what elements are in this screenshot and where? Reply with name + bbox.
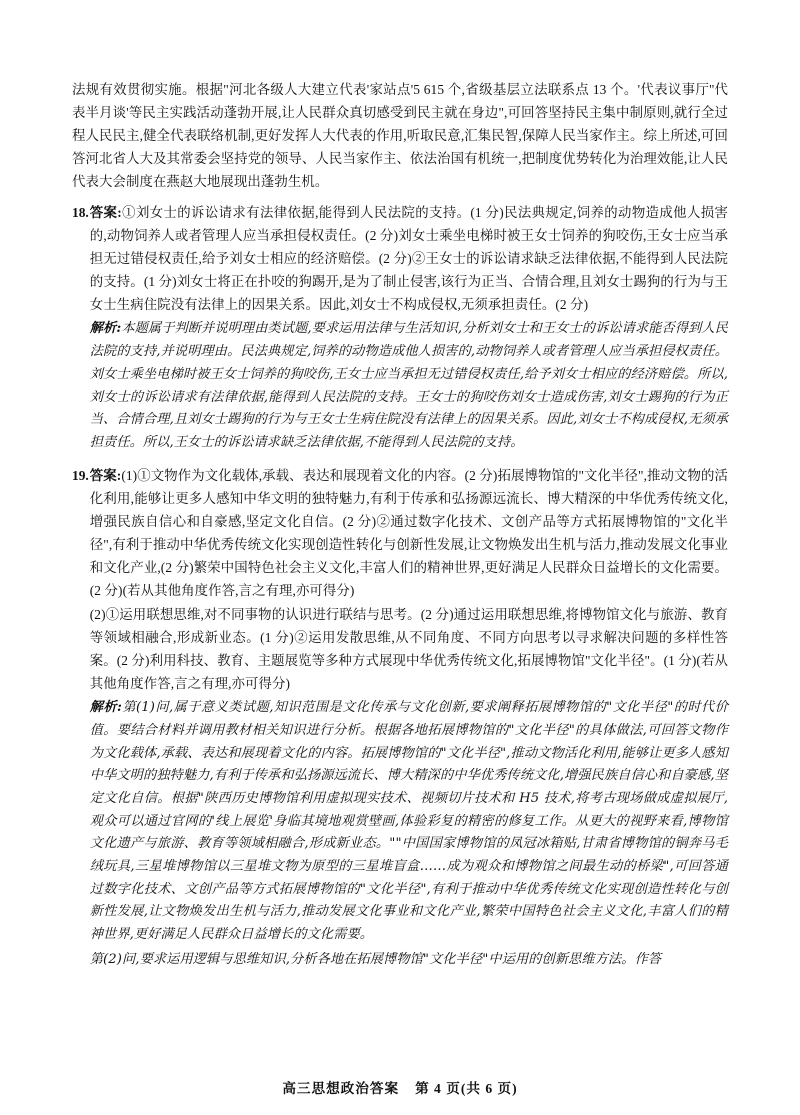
question-19-analysis-part-1 xyxy=(90,697,728,947)
question-19-answer-text-1: (1)①文物作为文化载体,承载、表达和展现着文化的内容。(2 分)拓展博物馆的"文化半径",推动文物的活化利用,能够让更多人感知中华文明的独特魅力,有利于传承和弘扬源远流长、博大精深的中华优秀传统文化,增强民族自信心和自豪感,坚定文化自信。(2 分)②通过数字化技术、文创产品等方式拓展博物馆的"文化半径",有利于推动中华优秀传统文化实现创造性转化与创新性发展,让文物焕发出生机与活力,推动发展文化事业和文化产业,(2 分)繁荣中国特色社会主义文化,丰富人们的精神世界,更好满足人民群众日益增长的文化需要。(2 分)(若从其他角度作答,言之有理,亦可得分) xyxy=(89,467,728,598)
question-19 xyxy=(72,464,728,973)
footer-page-number: 第 4 页(共 6 页) xyxy=(415,1081,518,1096)
question-19-answer-part-1 xyxy=(90,464,728,602)
question-19-number: 19. xyxy=(72,467,89,483)
question-18-number: 18. xyxy=(72,205,89,221)
question-18 xyxy=(72,201,728,455)
top-paragraph-block xyxy=(72,78,728,193)
question-19-answer-label: 答案: xyxy=(89,467,122,483)
question-18-analysis xyxy=(90,318,728,454)
top-paragraph: 法规有效贯彻实施。根据"河北各级人大建立代表'家站点'5 615 个,省级基层立法联系点 13 个。'代表议事厅''代表半月谈'等民主实践活动蓬勃开展,让人民群众真切感受到民主就在身边",可回答坚持民主集中制原则,就行全过程人民民主,健全代表联络机制,更好发挥人大代表的作用,听取民意,汇集民智,保障人民当家作主。综上所述,可回答河北省人大及其常委会坚持党的领导、人民当家作主、依法治国有机统一,把制度优势转化为治理效能,让人民代表大会制度在燕赵大地展现出蓬勃生机。 xyxy=(72,82,728,190)
page-footer xyxy=(0,1077,800,1097)
question-19-analysis-part-2: 第(2)问,要求运用逻辑与思维知识,分析各地在拓展博物馆"文化半径"中运用的创新思维方法。作答 xyxy=(89,951,662,967)
question-18-answer-label: 答案: xyxy=(89,205,122,221)
question-19-analysis-text-1: 第(1)问,属于意义类试题,知识范围是文化传承与文化创新,要求阐释拓展博物馆的"文化半径"的时代价值。要结合材料并调用教材相关知识进行分析。根据各地拓展博物馆的"文化半径"的具体做法,可回答文物作为文化载体,承载、表达和展现着文化的内容。拓展博物馆的"文化半径",推动文物活化利用,能够让更多人感知中华文明的独特魅力,有利于传承和弘扬源远流长、博大精深的中华优秀传统文化,增强民族自信心和自豪感,坚定文化自信。根据"陕西历史博物馆利用虚拟现实技术、视频切片技术和 H5 技术,将考古现场做成虚拟展厅,观众可以通过官网的'线上展览'身临其境地观赏壁画,体验彩复的精密的修复工作。从更大的视野来看,博物馆文化遗产与旅游、教育等领域相融合,形成新业态。""中国国家博物馆的凤冠冰箱贴,甘肃省博物馆的铜奔马毛绒玩具,三星堆博物馆以三星堆文物为原型的三星堆盲盒……成为观众和博物馆之间最生动的桥梁",可回答通过数字化技术、文创产品等方式拓展博物馆的"文化半径",有利于推动中华优秀传统文化实现创造性转化与创新性发展,让文物焕发出生机与活力,推动发展文化事业和文化产业,繁荣中国特色社会主义文化,丰富人们的精神世界,更好满足人民群众日益增长的文化需要。 xyxy=(89,700,728,943)
question-18-answer xyxy=(90,201,728,316)
question-19-analysis-label: 解析: xyxy=(89,700,123,716)
question-18-answer-text: ①刘女士的诉讼请求有法律依据,能得到人民法院的支持。(1 分)民法典规定,饲养的动物造成他人损害的,动物饲养人或者管理人应当承担侵权责任。(2 分)刘女士乘坐电梯时被王女士饲养的狗咬伤,王女士应当承担无过错侵权责任,给予刘女士相应的经济赔偿。(2 分)②王女士的诉讼请求缺乏法律依据,不能得到人民法院的支持。(1 分)刘女士将正在扑咬的狗踢开,是为了制止侵害,该行为正当、合情合理,且刘女士踢狗的行为与王女士生病住院没有法律上的因果关系。因此,刘女士不构成侵权,无须承担责任。(2 分) xyxy=(89,205,729,313)
question-18-analysis-label: 解析: xyxy=(89,321,122,337)
question-19-answer-part-2: (2)①运用联想思维,对不同事物的认识进行联结与思考。(2 分)通过运用联想思维,将博物馆文化与旅游、教育等领域相融合,形成新业态。(1 分)②运用发散思维,从不同角度、不同方向思考以寻求解决问题的多样性答案。(2 分)利用科技、教育、主题展览等多种方式展现中华优秀传统文化,拓展博物馆"文化半径"。(1 分)(若从其他角度作答,言之有理,亦可得分) xyxy=(89,606,728,692)
footer-title: 高三思想政治答案 xyxy=(282,1081,400,1096)
question-18-analysis-text: 本题属于判断并说明理由类试题,要求运用法律与生活知识,分析刘女士和王女士的诉讼请求能否得到人民法院的支持,并说明理由。民法典规定,饲养的动物造成他人损害的,动物饲养人或者管理人应当承担侵权责任。刘女士乘坐电梯时被王女士饲养的狗咬伤,王女士应当承担无过错侵权责任,给予刘女士相应的经济赔偿。所以,刘女士的诉讼请求有法律依据,能得到人民法院的支持。王女士的狗咬伤刘女士造成伤害,刘女士踢狗的行为正当、合情合理,且刘女士踢狗的行为与王女士生病住院没有法律上的因果关系。因此,刘女士不构成侵权,无须承担责任。所以,王女士的诉讼请求缺乏法律依据,不能得到人民法院的支持。 xyxy=(89,321,728,450)
